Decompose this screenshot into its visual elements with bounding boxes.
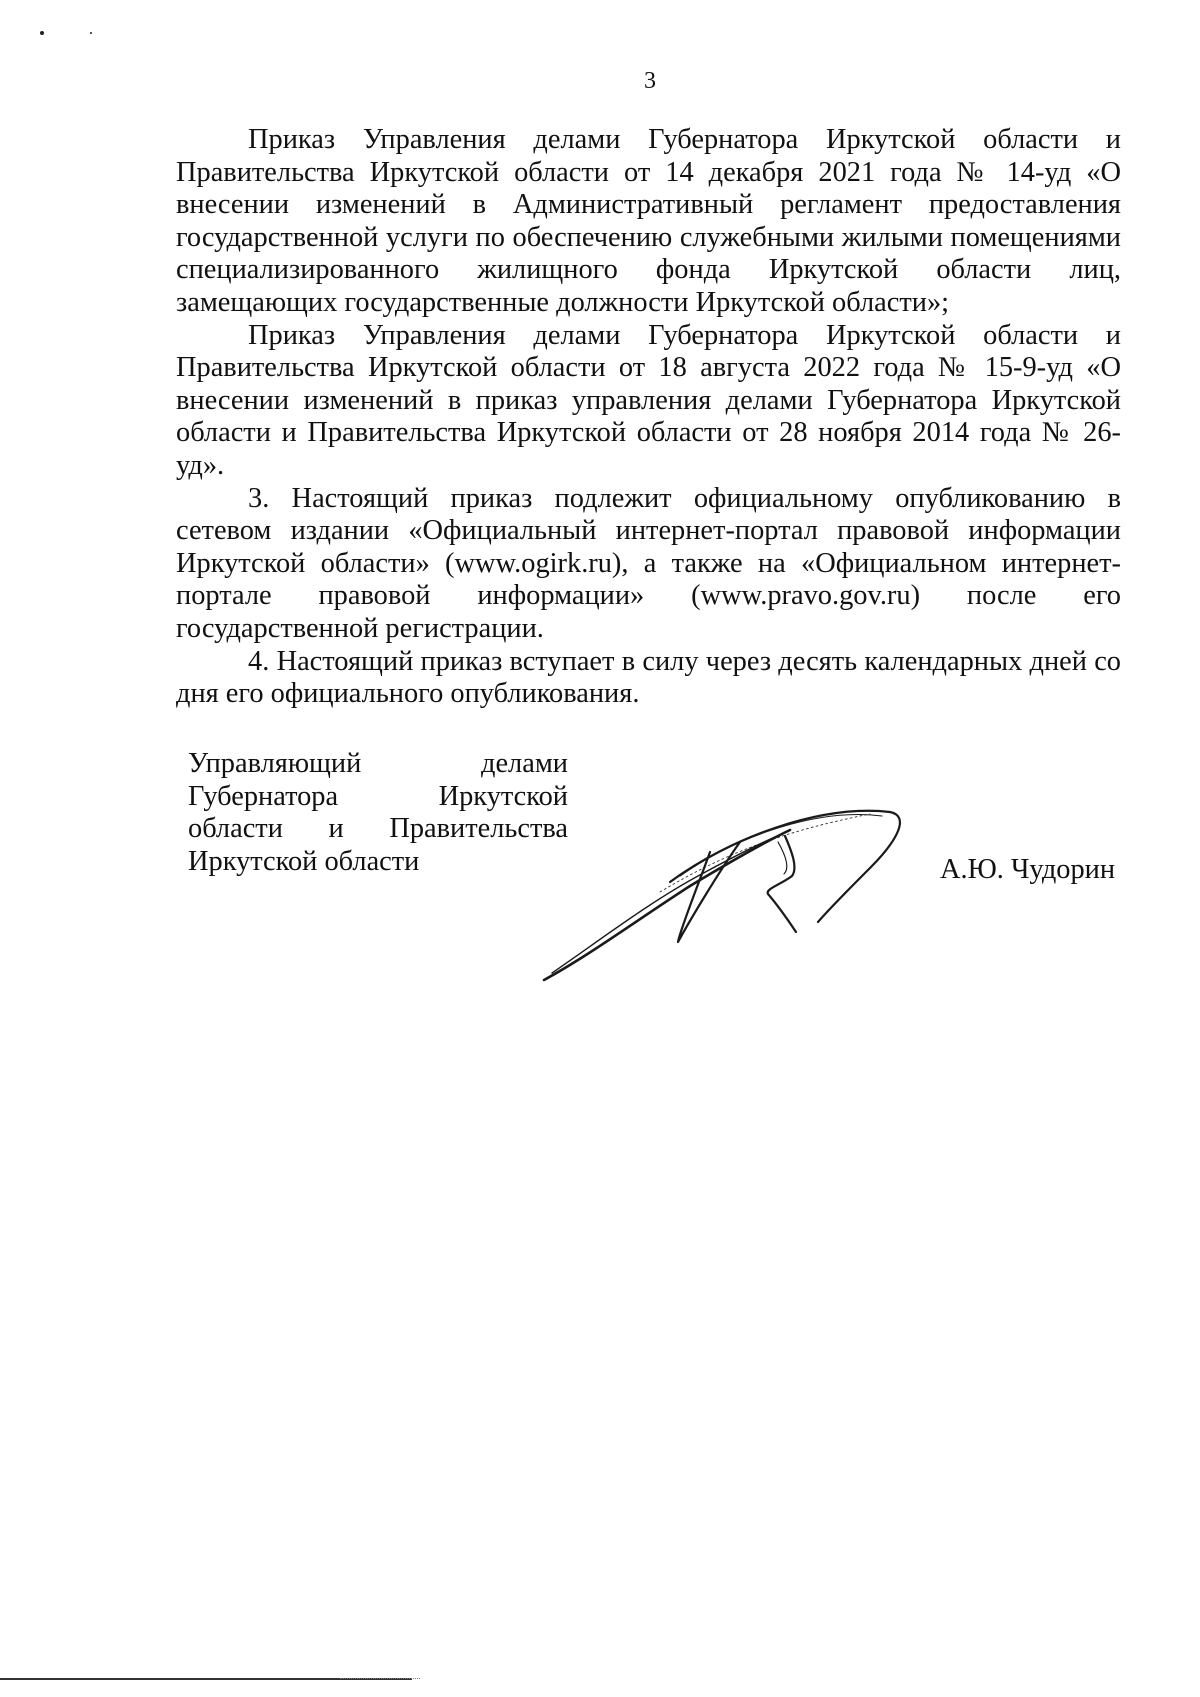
position-line: Иркутской области	[188, 845, 420, 877]
scan-speck	[90, 32, 92, 34]
handwritten-signature	[530, 790, 930, 990]
scan-edge-line-faint	[340, 1678, 420, 1679]
position-line: Управляющий делами	[188, 748, 568, 779]
paragraph-entry-into-force: 4. Настоящий приказ вступает в силу через десять календарных дней со дня его официального опубликования.	[176, 645, 1121, 710]
signer-name: А.Ю. Чудорин	[940, 854, 1116, 885]
document-body	[176, 124, 1121, 711]
signatory-position	[188, 748, 568, 878]
position-line: области и Правительства	[188, 813, 568, 845]
paragraph-publication: 3. Настоящий приказ подлежит официальному опубликованию в сетевом издании «Официальный интернет-портал правовой информации Иркутской области» (www.ogirk.ru), а также на «Официальном интернет-портале правовой информации» (www.pravo.gov.ru) после его государственной регистрации.	[176, 482, 1121, 644]
paragraph-order-2022: Приказ Управления делами Губернатора Иркутской области и Правительства Иркутской области от 18 августа 2022 года № 15-9-уд «О внесении изменений в приказ управления делами Губернатора Иркутской области и Правительства Иркутской области от 28 ноября 2014 года № 26-уд».	[176, 319, 1121, 481]
paragraph-order-2021: Приказ Управления делами Губернатора Иркутской области и Правительства Иркутской области от 14 декабря 2021 года № 14-уд «О внесении изменений в Административный регламент предоставления государственной услуги по обеспечению служебными жилыми помещениями специализированного жилищного фонда Иркутской области лиц, замещающих государственные должности Иркутской области»;	[176, 124, 1121, 318]
position-line: Губернатора Иркутской	[188, 780, 568, 812]
page-number: 3	[644, 68, 656, 94]
scan-speck	[40, 31, 44, 35]
